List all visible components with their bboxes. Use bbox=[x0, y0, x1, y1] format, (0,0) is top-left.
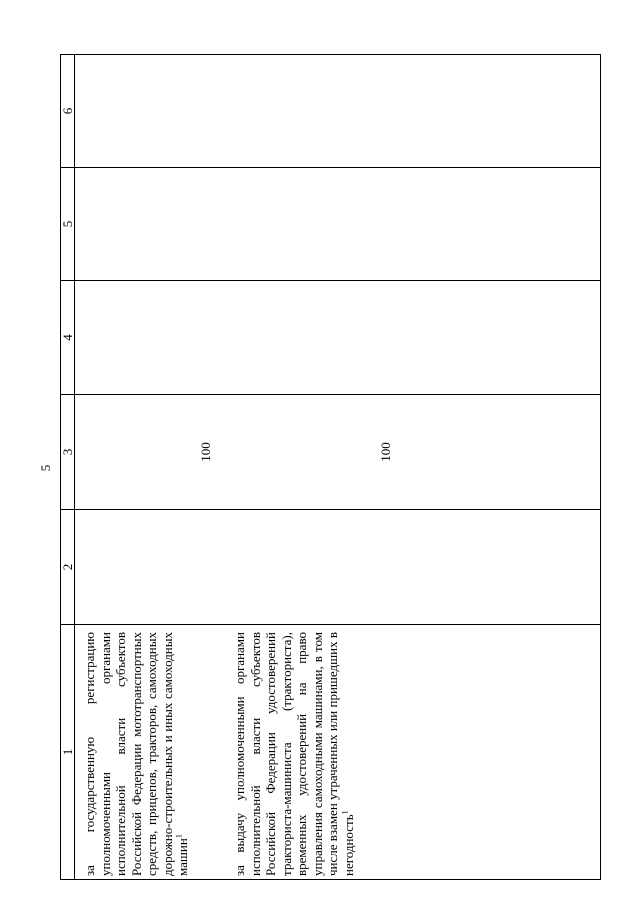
table-header-row bbox=[61, 55, 75, 880]
table-cell bbox=[75, 168, 601, 281]
fee-description: за государственную регистрацию уполномоченными органами исполнительной власти субъектов Российской Федерации мототранспортных средств, прицепов, тракторов, самоходных дорожно-строительных и иных самоходных машин$^1$ bbox=[82, 632, 190, 876]
column-header: 4 bbox=[61, 281, 75, 395]
fee-description: за выдачу уполномоченными органами исполнительной власти субъектов Российской Федерации удостоверений тракториста-машиниста (тракториста), временных удостоверений на право управления самоходными машинами, в том числе взамен утраченных или пришедших в негодность$^1$ bbox=[232, 632, 356, 876]
column-header: 5 bbox=[61, 168, 75, 281]
footnote-marker: 1 bbox=[340, 810, 350, 815]
table-cell bbox=[75, 55, 601, 168]
fee-value: 100 bbox=[378, 442, 393, 462]
table-cell bbox=[75, 510, 601, 625]
column-header: 6 bbox=[61, 55, 75, 168]
column-header: 1 bbox=[61, 625, 75, 880]
page-number: 5 bbox=[38, 464, 53, 472]
table-row bbox=[82, 632, 191, 876]
table-row bbox=[232, 632, 356, 876]
footnote-marker: 1 bbox=[174, 834, 184, 839]
column-header: 3 bbox=[61, 395, 75, 510]
table-cell bbox=[75, 281, 601, 395]
fee-value: 100 bbox=[198, 442, 213, 462]
column-header: 2 bbox=[61, 510, 75, 625]
rotated-table-area bbox=[38, 55, 600, 880]
table-cell bbox=[75, 395, 601, 510]
